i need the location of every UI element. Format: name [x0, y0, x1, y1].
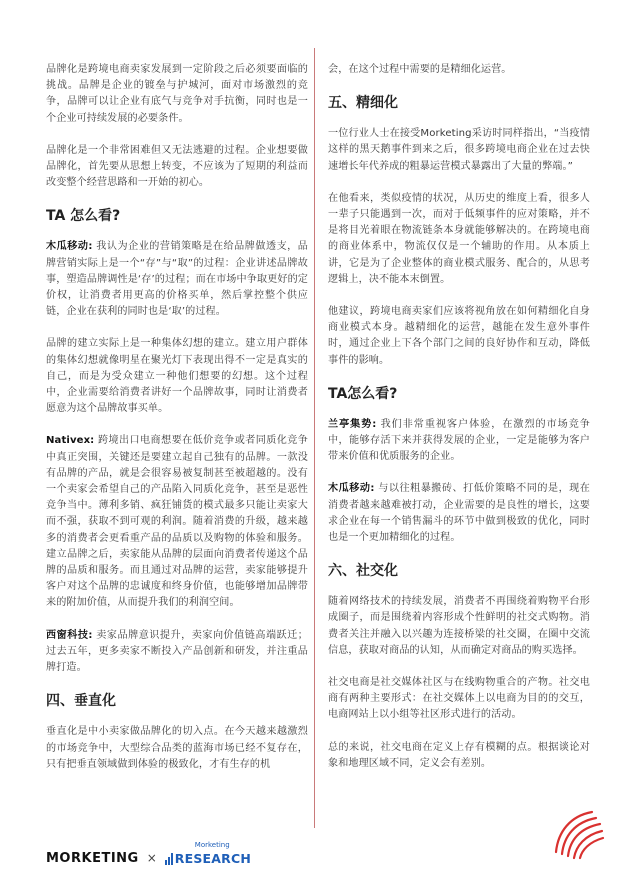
quote-paragraph: [46, 628, 308, 677]
section-heading: 四、垂直化: [46, 693, 116, 710]
quote-text: 与以往粗暴搬砖、打低价策略不同的是，现在消费者越来越难被打动，企业需要的是良性的增长，这要求企业在每一个销售漏斗的环节中做到极致的优化，同时也是一个更加精细化的过程。: [328, 483, 590, 544]
quote-text: 我认为企业的营销策略是在给品牌做透支，品牌营销实际上是一个“存”与“取”的过程：企业讲述品牌故事，塑造品牌调性是‘存’的过程；而在市场中争取更好的定价权，让消费者用更高的价格买单，然后掌控整个供应链，企业在获利的同时也是‘取’的过程。: [46, 241, 308, 318]
paragraph: 社交电商是社交媒体社区与在线购物重合的产物。社交电商有两种主要形式：在社交媒体上以电商为目的的交互，电商网站上以小组等社区形式进行的活动。: [328, 677, 590, 721]
speaker-name: 西窗科技:: [46, 629, 93, 641]
research-logo-text: RESEARCH: [174, 850, 252, 866]
quote-text: 我们非常重视客户体验，在激烈的市场竞争中，能够存活下来并获得发展的企业，一定是能够为客户带来价值和优质服务的企业。: [328, 418, 590, 463]
section-heading: 六、社交化: [328, 563, 398, 580]
speaker-name: Nativex:: [46, 435, 95, 447]
research-logo-small-text: Morketing: [194, 840, 230, 849]
paragraph: 品牌的建立实际上是一种集体幻想的建立。建立用户群体的集体幻想就像明星在聚光灯下表现出得不一定是真实的自己，而是为受众建立一种他们想要的幻想。这个过程中，企业需要给消费者讲好一个品牌故事，同时让消费者愿意为这个品牌故事买单。: [46, 338, 308, 415]
speaker-name: 木瓜移动:: [46, 241, 93, 253]
brand-mark-icon: [548, 802, 606, 860]
paragraph: 在他看来，类似疫情的状况，从历史的维度上看，很多人一辈子只能遇到一次，而对于低频事件的应对策略，并不是将目光着眼在物流链条本身就能够解决的。在跨境电商的商业体系中，物流仅仅是一个辅助的作用。从本质上讲，它是为了企业整体的商业模式服务、配合的，从思考逻辑上，决不能本末倒置。: [328, 192, 590, 285]
paragraph: 品牌化是跨境电商卖家发展到一定阶段之后必须要面临的挑战。品牌是企业的镀垒与护城河，面对市场激烈的竞争，品牌可以让企业有底气与竞争对手抗衡，同时也是一个企业可持续发展的必要条件。: [46, 64, 308, 124]
footer-logos: [46, 840, 252, 872]
morketing-research-logo: [165, 840, 252, 866]
bar-chart-icon: [165, 853, 173, 865]
speaker-name: 木瓜移动:: [328, 483, 375, 495]
paragraph: 会，在这个过程中需要的是精细化运营。: [328, 64, 512, 75]
logo-separator: ×: [146, 851, 157, 865]
morketing-logo: MORKETING: [46, 850, 139, 866]
paragraph: 随着网络技术的持续发展，消费者不再围绕着购物平台形成圈子，而是围绕着内容形成个性鲜明的社交式购物。消费者关注并融入以兴趣为连接桥梁的社交圈，在圈中交流信息，获取对商品的认知，从而确定对商品的购买选择。: [328, 596, 590, 656]
quote-paragraph: [46, 239, 308, 320]
paragraph: 品牌化是一个非常困难但又无法逃避的过程。企业想要做品牌化，首先要从思想上转变，不应该为了短期的利益而改变整个经营思路和一开始的初心。: [46, 144, 308, 189]
paragraph: 一位行业人士在接受Morketing采访时同样指出，“当疫情这样的黑天鹅事件到来之后，很多跨境电商企业在过去快速增长年代养成的粗暴运营模式暴露出了大量的弊端。”: [328, 128, 590, 172]
quote-text: 卖家品牌意识提升，卖家向价值链高端跃迁；过去五年，更多卖家不断投入产品创新和研发，并注重品牌打造。: [46, 629, 308, 674]
quote-text: 跨境出口电商想要在低价竞争或者同质化竞争中真正突围，关键还是要建立起自己独有的品牌。一款没有品牌的产品，就是会很容易被复制甚至被超越的。没有一个卖家会希望自己的产品陷入同质化竞争，甚至是恶性竞争当中。薄利多销、疯狂铺货的模式最多只能让卖家大而不强，获取不到可观的利润。随着消费的升级，越来越多的消费者会更看重产品的品质以及购物的体验和服务。建立品牌之后，卖家能从品牌的层面向消费者传递这个品牌的品质和服务。而且通过对品牌的运营，卖家能够提升客户对这个品牌的忠诚度和终身价值，也能够增加品牌带来的附加价值，从而提升我们的利润空间。: [46, 435, 308, 609]
quote-paragraph: [46, 433, 308, 611]
section-heading: 五、精细化: [328, 95, 398, 112]
paragraph: 总的来说，社交电商在定义上存有模糊的点。根据谈论对象和地理区域不同，定义会有差别。: [328, 741, 590, 769]
paragraph: 垂直化是中小卖家做品牌化的切入点。在今天越来越激烈的市场竞争中，大型综合品类的蓝海市场已经不复存在，只有把垂直领域做到体验的极致化，才有生存的机: [46, 726, 308, 770]
section-heading: TA怎么看?: [328, 385, 398, 402]
paragraph: 他建议，跨境电商卖家们应该将视角放在如何精细化自身商业模式本身。越精细化的运营，越能在发生意外事件时，通过企业上下各个部门之间的良好协作和互动，降低事件的影响。: [328, 306, 590, 366]
quote-paragraph: [328, 417, 590, 466]
column-divider: [314, 48, 315, 828]
section-heading: TA 怎么看?: [46, 208, 121, 225]
quote-paragraph: [328, 481, 590, 546]
left-column: [46, 62, 308, 789]
speaker-name: 兰亭集势:: [328, 418, 377, 430]
right-column: [328, 62, 590, 788]
